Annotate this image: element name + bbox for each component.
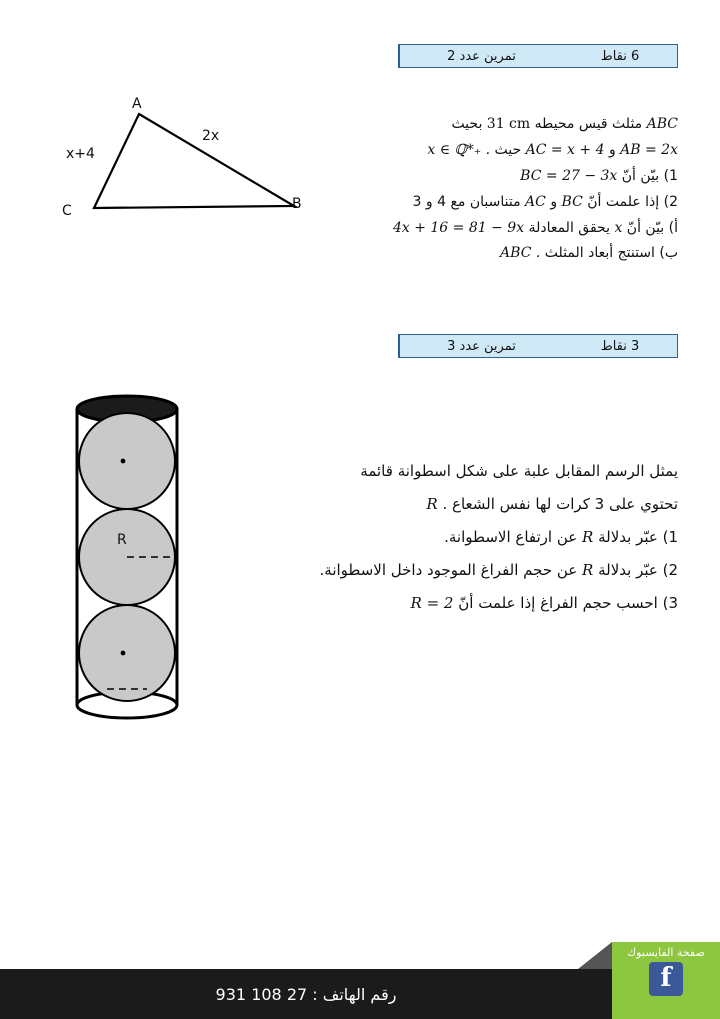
facebook-page-label: صفحة الفايسبوك	[627, 946, 705, 959]
ex2-line-2-where: حيث	[494, 141, 522, 158]
ex2-line-2-and: و	[608, 141, 616, 158]
exercise-3-title: تمرين عدد 3	[399, 335, 563, 357]
cylinder-figure	[55, 385, 235, 735]
ex2-unknown-x: x	[614, 219, 623, 236]
footer-notch-decoration	[578, 942, 612, 969]
cylinder-radius-label: R	[117, 532, 127, 548]
ex3-intro-line-2-text: تحتوي على 3 كرات لها نفس الشعاع	[452, 495, 678, 513]
ex2-equation: 4x + 16 = 81 − 9x	[392, 219, 525, 236]
ex3-q1-symbol: R	[582, 528, 594, 546]
ex2-ac-name: AC	[525, 193, 546, 210]
ex3-question-2	[238, 554, 678, 587]
ex2-line-4-and: و	[550, 193, 558, 210]
ex2-triangle-name-2: ABC .	[500, 245, 541, 262]
ex3-q3-value: R = 2	[410, 594, 454, 612]
footer-phone-number: رقم الهاتف : 27 108 931	[215, 984, 397, 1004]
ex3-q2-symbol: R	[582, 561, 594, 579]
ex2-line-6	[388, 241, 678, 267]
ex2-q2a-label: أ) بيّن أنّ	[626, 219, 678, 236]
ex2-line-4	[388, 190, 678, 216]
ex2-triangle-name: ABC	[646, 116, 678, 132]
ex3-question-3	[238, 587, 678, 620]
ex3-q1-suffix: عن ارتفاع الاسطوانة.	[444, 528, 578, 546]
facebook-icon[interactable]	[649, 962, 683, 996]
ex2-ab-expr: AB = 2x	[620, 141, 678, 158]
ex2-q1-label: 1) بيّن أنّ	[621, 167, 678, 184]
ex3-radius-symbol: R .	[426, 495, 448, 513]
ex2-bc-name: BC	[561, 193, 583, 210]
triangle-side-left-label: x+4	[66, 146, 95, 162]
exercise-2-header	[398, 44, 678, 68]
ex2-line-1	[388, 112, 678, 138]
ex3-q3-prefix: 3) احسب حجم الفراغ إذا علمت أنّ	[458, 594, 678, 612]
ex3-q2-suffix: عن حجم الفراغ الموجود داخل الاسطوانة.	[319, 561, 578, 579]
ex2-line-1-arabic: مثلث قيس محيطه	[534, 116, 643, 132]
ex2-x-domain: x ∈ ℚ*₊ .	[427, 141, 491, 158]
exercise-2-points: 6 نقاط	[600, 48, 640, 64]
ex2-q2b-label: ب) استنتج أبعاد المثلث	[544, 245, 678, 262]
ex3-intro-line-1: يمثل الرسم المقابل علبة على شكل اسطوانة قائمة	[360, 462, 678, 480]
exercise-2-title: تمرين عدد 2	[399, 45, 563, 67]
triangle-vertex-a-label: A	[132, 96, 142, 112]
triangle-side-right-label: 2x	[202, 128, 220, 144]
ex2-line-4-tail: متناسبان مع 4 و 3	[412, 193, 521, 210]
exercise-3-header	[398, 334, 678, 358]
ex2-q2a-mid: يحقق المعادلة	[528, 219, 610, 236]
triangle-vertex-b-label: B	[292, 196, 302, 212]
ex3-q1-prefix: 1) عبّر بدلالة	[598, 528, 678, 546]
ex2-line-1-tail: بحيث	[451, 116, 483, 132]
ex3-intro-line-2	[238, 488, 678, 521]
cylinder-svg	[55, 385, 235, 735]
triangle-figure	[44, 86, 344, 246]
ex2-ac-expr: AC = x + 4	[525, 141, 605, 158]
ex2-line-2	[388, 138, 678, 164]
triangle-svg	[44, 86, 344, 246]
exercise-2-statement	[388, 112, 678, 267]
ex3-q2-prefix: 2) عبّر بدلالة	[598, 561, 678, 579]
triangle-vertex-c-label: C	[62, 203, 72, 219]
exercise-3-statement	[238, 455, 678, 620]
footer-facebook-block[interactable]	[612, 942, 720, 1019]
ex2-q2-label: 2) إذا علمت أنّ	[587, 193, 678, 210]
ex3-question-1	[238, 521, 678, 554]
exercise-3-points: 3 نقاط	[600, 338, 640, 354]
ex2-line-5	[388, 216, 678, 242]
ex2-perimeter-value: 31 cm	[486, 116, 531, 132]
ex2-bc-expr: BC = 27 − 3x	[520, 167, 618, 184]
ex2-line-3	[388, 164, 678, 190]
